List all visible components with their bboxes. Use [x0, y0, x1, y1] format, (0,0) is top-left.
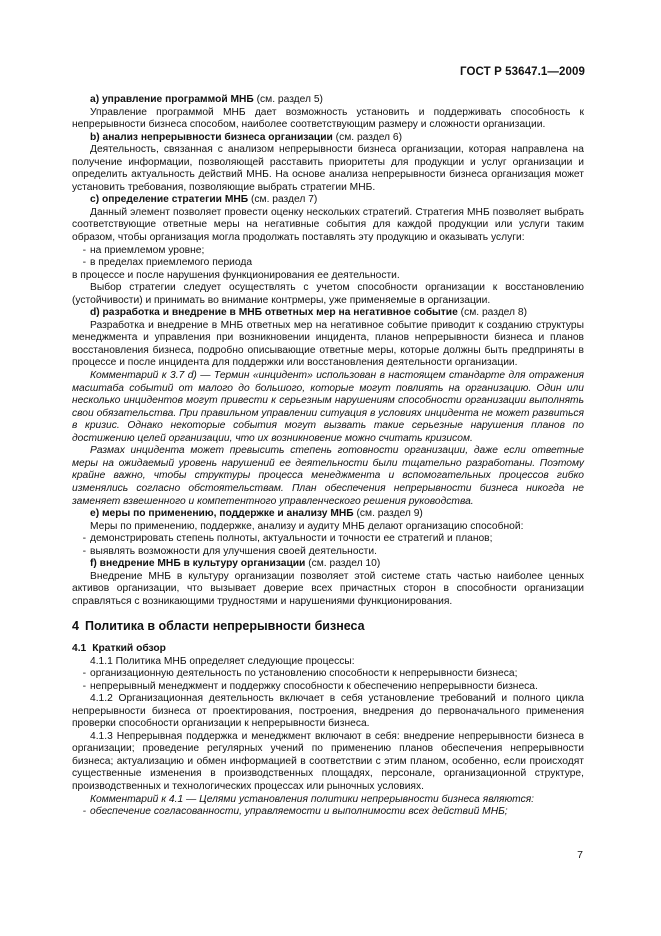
page-number: 7: [577, 849, 583, 861]
item-a-text: Управление программой МНБ дает возможность установить и поддерживать способность к непрерывности бизнеса способом, наиболее соответствующим размеру и сложности организации.: [72, 106, 584, 131]
item-c-text: Данный элемент позволяет провести оценку нескольких стратегий. Стратегия МНБ позволяет выбрать соответствующие ответные меры на негативные события для каждой продукции или услуги таким образом, чтобы организация могла продолжать поставлять эту продукцию и оказывать услуги:: [72, 206, 584, 244]
item-e-heading: e) меры по применению, поддержке и анализу МНБ (см. раздел 9): [90, 508, 423, 520]
item-c-bullet: - на приемлемом уровне;: [82, 244, 205, 256]
item-a-heading: a) управление программой МНБ (см. раздел 5): [90, 94, 323, 105]
para-4-1-3: 4.1.3 Непрерывная поддержка и менеджмент включают в себя: внедрение непрерывности бизнеса в организации; проведение регулярных учений по применению планов обеспечения непрерывности бизнеса; актуализацию и обмен информацией в соответствии с этим планом, особенно, если происходят существенные изменения в производственных площадях, персонале, организационной структуре, производственных и технологических процессах или рыночных условиях.: [72, 730, 584, 792]
comment-4-1: Комментарий к 4.1 — Целями установления политики непрерывности бизнеса являются:: [90, 793, 535, 805]
item-d-text: Разработка и внедрение в МНБ ответных мер на негативное событие приводит к созданию структуры менеджмента и управления при возникновении инцидента, планов непрерывности бизнеса и планов восстановления бизнеса, подробно описывающие ответные меры, которые должны быть предприняты в процессе и после инцидента для поддержки или восстановления деятельности организации.: [72, 319, 584, 369]
item-d-comment-cont: Размах инцидента может превысить степень готовности организации, даже если ответные меры на ожидаемый уровень нарушений ее деятельности были тщательно разработаны. Поэтому крайне важно, чтобы структуры процесса менеджмента и вспомогательных процессов гибко изменялись согласно обстоятельствам. План обеспечения непрерывности бизнеса никогда не заменяет взвешенного и компетентного управленческого решения руководства.: [72, 445, 584, 507]
item-c-heading: c) определение стратегии МНБ (см. раздел 7): [90, 194, 318, 206]
item-c-bullet: - в пределах приемлемого периода: [82, 257, 253, 269]
subsection-4-1-heading: 4.1 Краткий обзор: [72, 642, 166, 654]
item-e-bullet: - демонстрировать степень полноты, актуальности и точности ее стратегий и планов;: [82, 533, 493, 545]
para-4-1-1-bullet: - организационную деятельность по установлению способности к непрерывности бизнеса;: [82, 668, 518, 680]
item-e-text: Меры по применению, поддержке, анализу и аудиту МНБ делают организацию способной:: [90, 520, 524, 532]
item-f-heading: f) внедрение МНБ в культуру организации (см. раздел 10): [90, 558, 381, 570]
para-4-1-1: 4.1.1 Политика МНБ определяет следующие процессы:: [90, 655, 355, 667]
item-b-heading: b) анализ непрерывности бизнеса организации (см. раздел 6): [90, 131, 403, 143]
item-b-text: Деятельность, связанная с анализом непрерывности бизнеса организации, которая направлена на получение информации, позволяющей расставить приоритеты для продукции и услуг организации и определить актуальность действий МНБ. На основе анализа непрерывности бизнеса организация может установить требования, позволяющие выбрать стратегии МНБ.: [72, 144, 584, 193]
item-d-heading: d) разработка и внедрение в МНБ ответных мер на негативное событие (см. раздел 8): [90, 307, 527, 319]
item-e-bullet: - выявлять возможности для улучшения своей деятельности.: [82, 545, 377, 557]
para-4-1-1-bullet: - непрерывный менеджмент и поддержку способности к обеспечению непрерывности бизнеса.: [82, 680, 538, 692]
standard-header: ГОСТ Р 53647.1—2009: [460, 66, 585, 78]
item-c-text2: Выбор стратегии следует осуществлять с учетом способности организации к восстановлению (устойчивости) и принимать во внимание контрмеры, уже применяемые в организации.: [72, 282, 584, 306]
section-4-heading: 4 Политика в области непрерывности бизнеса: [72, 619, 365, 634]
item-d-comment: Комментарий к 3.7 d) — Термин «инцидент» использован в настоящем стандарте для отражения масштаба событий от малого до большого, которые могут повлиять на организацию. Один или несколько инцидентов могут привести к серьезным нарушениям способности организации выполнять свои обязательства. При правильном управлении ситуация в условиях инцидента не может развиться в кризис. Однако некоторые события могут вызвать такие серьезные нарушения планов по достижению целей организации, что их возникновение можно считать кризисом.: [72, 370, 584, 444]
item-c-after: в процессе и после нарушения функционирования ее деятельности.: [72, 269, 400, 281]
comment-4-1-bullet: - обеспечение согласованности, управляемости и выполнимости всех действий МНБ;: [82, 806, 508, 818]
page-body: [72, 94, 584, 819]
para-4-1-2: 4.1.2 Организационная деятельность включает в себя установление требований и полного цикла непрерывности бизнеса от проектирования, построения, внедрения до первоначального применения проверки способности организации к непрерывности бизнеса.: [72, 693, 584, 730]
item-f-text: Внедрение МНБ в культуру организации позволяет этой системе стать частью наиболее ценных активов организации, что вызывает доверие всех причастных сторон в способности организации справляться с возникающими трудностями и нарушениями функционирования.: [72, 570, 584, 607]
